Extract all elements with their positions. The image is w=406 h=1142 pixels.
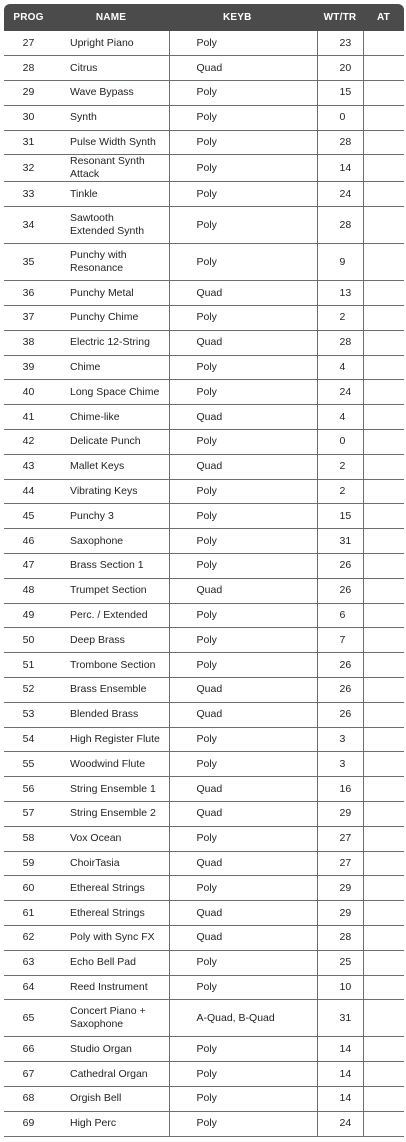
- prog-cell: 66: [4, 1037, 53, 1062]
- keyb-cell: Quad: [169, 454, 317, 479]
- name-cell: Vibrating Keys: [53, 479, 169, 504]
- prog-cell: 42: [4, 430, 53, 455]
- name-cell: Synth: [53, 105, 169, 130]
- prog-cell: 38: [4, 330, 53, 355]
- table-row: [4, 752, 404, 777]
- name-cell: Delicate Punch: [53, 430, 169, 455]
- wt-tr-cell: 0: [317, 105, 363, 130]
- wt-tr-cell: 7: [317, 628, 363, 653]
- wt-tr-cell: 2: [317, 306, 363, 331]
- name-cell: High Register Flute: [53, 727, 169, 752]
- wt-tr-cell: 2: [317, 454, 363, 479]
- wt-tr-cell: 3: [317, 752, 363, 777]
- name-cell: High Perc: [53, 1111, 169, 1136]
- wt-tr-cell: 28: [317, 926, 363, 951]
- at-cell: [363, 578, 404, 603]
- table-row: [4, 105, 404, 130]
- name-cell: Mallet Keys: [53, 454, 169, 479]
- table-row: [4, 1111, 404, 1136]
- at-cell: [363, 901, 404, 926]
- prog-cell: 27: [4, 31, 53, 56]
- table-row: [4, 244, 404, 281]
- header-row: [4, 4, 404, 31]
- table-row: [4, 81, 404, 106]
- name-cell: Citrus: [53, 56, 169, 81]
- prog-cell: 62: [4, 926, 53, 951]
- at-cell: [363, 405, 404, 430]
- table-row: [4, 1000, 404, 1037]
- name-cell: Resonant Synth Attack: [53, 155, 169, 182]
- prog-cell: 56: [4, 777, 53, 802]
- prog-cell: 68: [4, 1086, 53, 1111]
- prog-cell: 49: [4, 603, 53, 628]
- wt-tr-cell: 14: [317, 1062, 363, 1087]
- wt-tr-cell: 16: [317, 777, 363, 802]
- wt-tr-cell: 10: [317, 975, 363, 1000]
- keyb-cell: Poly: [169, 207, 317, 244]
- prog-cell: 30: [4, 105, 53, 130]
- wt-tr-cell: 23: [317, 31, 363, 56]
- name-cell: Saxophone: [53, 529, 169, 554]
- wt-tr-cell: 3: [317, 727, 363, 752]
- name-cell: Punchy 3: [53, 504, 169, 529]
- at-cell: [363, 182, 404, 207]
- wt-tr-cell: 28: [317, 130, 363, 155]
- keyb-cell: Quad: [169, 578, 317, 603]
- name-cell: Ethereal Strings: [53, 876, 169, 901]
- keyb-cell: Poly: [169, 479, 317, 504]
- keyb-cell: Quad: [169, 56, 317, 81]
- at-cell: [363, 554, 404, 579]
- wt-tr-cell: 26: [317, 702, 363, 727]
- table-row: [4, 306, 404, 331]
- keyb-cell: Quad: [169, 901, 317, 926]
- table-row: [4, 155, 404, 182]
- keyb-cell: Poly: [169, 31, 317, 56]
- at-cell: [363, 105, 404, 130]
- prog-cell: 41: [4, 405, 53, 430]
- at-cell: [363, 950, 404, 975]
- at-cell: [363, 702, 404, 727]
- prog-cell: 54: [4, 727, 53, 752]
- at-cell: [363, 1037, 404, 1062]
- table-row: [4, 182, 404, 207]
- wt-tr-cell: 24: [317, 1111, 363, 1136]
- name-cell: Reed Instrument: [53, 975, 169, 1000]
- at-cell: [363, 130, 404, 155]
- prog-cell: 46: [4, 529, 53, 554]
- wt-tr-cell: 27: [317, 826, 363, 851]
- table-row: [4, 56, 404, 81]
- name-cell: Concert Piano + Saxophone: [53, 1000, 169, 1037]
- at-cell: [363, 777, 404, 802]
- prog-cell: 32: [4, 155, 53, 182]
- wt-tr-cell: 14: [317, 1037, 363, 1062]
- at-cell: [363, 430, 404, 455]
- name-cell: String Ensemble 2: [53, 802, 169, 827]
- at-cell: [363, 380, 404, 405]
- table-row: [4, 628, 404, 653]
- keyb-cell: Poly: [169, 1111, 317, 1136]
- at-cell: [363, 454, 404, 479]
- wt-tr-cell: 29: [317, 901, 363, 926]
- name-cell: Ethereal Strings: [53, 901, 169, 926]
- table-row: [4, 802, 404, 827]
- keyb-cell: Poly: [169, 105, 317, 130]
- wt-tr-cell: 27: [317, 851, 363, 876]
- name-cell: Upright Piano: [53, 31, 169, 56]
- header-wt-tr: WT/TR: [317, 4, 363, 31]
- name-cell: Vox Ocean: [53, 826, 169, 851]
- keyb-cell: Quad: [169, 678, 317, 703]
- keyb-cell: Quad: [169, 802, 317, 827]
- table-row: [4, 454, 404, 479]
- wt-tr-cell: 28: [317, 330, 363, 355]
- name-cell: Punchy Metal: [53, 281, 169, 306]
- keyb-cell: Poly: [169, 975, 317, 1000]
- wt-tr-cell: 26: [317, 578, 363, 603]
- at-cell: [363, 926, 404, 951]
- at-cell: [363, 1111, 404, 1136]
- keyb-cell: Poly: [169, 504, 317, 529]
- prog-cell: 47: [4, 554, 53, 579]
- table-row: [4, 355, 404, 380]
- at-cell: [363, 479, 404, 504]
- wt-tr-cell: 14: [317, 155, 363, 182]
- at-cell: [363, 529, 404, 554]
- prog-cell: 35: [4, 244, 53, 281]
- keyb-cell: Poly: [169, 603, 317, 628]
- wt-tr-cell: 15: [317, 81, 363, 106]
- prog-cell: 51: [4, 653, 53, 678]
- name-cell: Trombone Section: [53, 653, 169, 678]
- table-row: [4, 330, 404, 355]
- keyb-cell: Poly: [169, 752, 317, 777]
- prog-cell: 67: [4, 1062, 53, 1087]
- wt-tr-cell: 28: [317, 207, 363, 244]
- table-row: [4, 727, 404, 752]
- at-cell: [363, 678, 404, 703]
- wt-tr-cell: 26: [317, 678, 363, 703]
- table-row: [4, 405, 404, 430]
- name-cell: Pulse Width Synth: [53, 130, 169, 155]
- wt-tr-cell: 24: [317, 182, 363, 207]
- name-cell: Brass Ensemble: [53, 678, 169, 703]
- at-cell: [363, 81, 404, 106]
- prog-cell: 45: [4, 504, 53, 529]
- keyb-cell: Poly: [169, 876, 317, 901]
- name-cell: ChoirTasia: [53, 851, 169, 876]
- prog-cell: 55: [4, 752, 53, 777]
- table-row: [4, 678, 404, 703]
- name-cell: Blended Brass: [53, 702, 169, 727]
- name-cell: Woodwind Flute: [53, 752, 169, 777]
- at-cell: [363, 628, 404, 653]
- table-row: [4, 851, 404, 876]
- at-cell: [363, 752, 404, 777]
- keyb-cell: A-Quad, B-Quad: [169, 1000, 317, 1037]
- prog-cell: 37: [4, 306, 53, 331]
- table-row: [4, 926, 404, 951]
- wt-tr-cell: 31: [317, 529, 363, 554]
- name-cell: Poly with Sync FX: [53, 926, 169, 951]
- name-cell: Trumpet Section: [53, 578, 169, 603]
- table-row: [4, 130, 404, 155]
- table-body: [4, 31, 404, 1136]
- keyb-cell: Poly: [169, 244, 317, 281]
- keyb-cell: Poly: [169, 826, 317, 851]
- header-name: NAME: [53, 4, 169, 31]
- prog-cell: 29: [4, 81, 53, 106]
- program-table: [4, 4, 404, 1137]
- name-cell: Cathedral Organ: [53, 1062, 169, 1087]
- prog-cell: 28: [4, 56, 53, 81]
- name-cell: Chime: [53, 355, 169, 380]
- prog-cell: 31: [4, 130, 53, 155]
- table-row: [4, 1086, 404, 1111]
- wt-tr-cell: 26: [317, 554, 363, 579]
- name-cell: Perc. / Extended: [53, 603, 169, 628]
- table-row: [4, 207, 404, 244]
- name-cell: Tinkle: [53, 182, 169, 207]
- at-cell: [363, 281, 404, 306]
- keyb-cell: Quad: [169, 405, 317, 430]
- at-cell: [363, 244, 404, 281]
- table-row: [4, 578, 404, 603]
- at-cell: [363, 1086, 404, 1111]
- table-row: [4, 1037, 404, 1062]
- table-row: [4, 826, 404, 851]
- table-row: [4, 504, 404, 529]
- name-cell: Wave Bypass: [53, 81, 169, 106]
- header-keyb: KEYB: [169, 4, 317, 31]
- prog-cell: 57: [4, 802, 53, 827]
- at-cell: [363, 504, 404, 529]
- prog-cell: 33: [4, 182, 53, 207]
- keyb-cell: Quad: [169, 777, 317, 802]
- prog-cell: 48: [4, 578, 53, 603]
- table-row: [4, 702, 404, 727]
- header-at: AT: [363, 4, 404, 31]
- name-cell: Electric 12-String: [53, 330, 169, 355]
- at-cell: [363, 306, 404, 331]
- table-row: [4, 901, 404, 926]
- keyb-cell: Poly: [169, 1062, 317, 1087]
- at-cell: [363, 355, 404, 380]
- at-cell: [363, 155, 404, 182]
- name-cell: Long Space Chime: [53, 380, 169, 405]
- prog-cell: 34: [4, 207, 53, 244]
- prog-cell: 53: [4, 702, 53, 727]
- at-cell: [363, 851, 404, 876]
- table-header: [4, 4, 404, 31]
- keyb-cell: Poly: [169, 81, 317, 106]
- keyb-cell: Poly: [169, 155, 317, 182]
- keyb-cell: Poly: [169, 529, 317, 554]
- wt-tr-cell: 4: [317, 405, 363, 430]
- keyb-cell: Quad: [169, 330, 317, 355]
- prog-cell: 52: [4, 678, 53, 703]
- prog-cell: 63: [4, 950, 53, 975]
- prog-cell: 40: [4, 380, 53, 405]
- wt-tr-cell: 31: [317, 1000, 363, 1037]
- table-row: [4, 1062, 404, 1087]
- wt-tr-cell: 15: [317, 504, 363, 529]
- keyb-cell: Quad: [169, 702, 317, 727]
- at-cell: [363, 727, 404, 752]
- keyb-cell: Poly: [169, 628, 317, 653]
- at-cell: [363, 56, 404, 81]
- prog-cell: 61: [4, 901, 53, 926]
- name-cell: Chime-like: [53, 405, 169, 430]
- wt-tr-cell: 4: [317, 355, 363, 380]
- prog-cell: 64: [4, 975, 53, 1000]
- name-cell: Brass Section 1: [53, 554, 169, 579]
- table-row: [4, 479, 404, 504]
- table-row: [4, 777, 404, 802]
- at-cell: [363, 603, 404, 628]
- keyb-cell: Poly: [169, 182, 317, 207]
- prog-cell: 50: [4, 628, 53, 653]
- header-prog: PROG: [4, 4, 53, 31]
- name-cell: String Ensemble 1: [53, 777, 169, 802]
- at-cell: [363, 876, 404, 901]
- keyb-cell: Poly: [169, 1037, 317, 1062]
- prog-cell: 59: [4, 851, 53, 876]
- at-cell: [363, 826, 404, 851]
- table-row: [4, 554, 404, 579]
- at-cell: [363, 802, 404, 827]
- name-cell: Orgish Bell: [53, 1086, 169, 1111]
- name-cell: Punchy Chime: [53, 306, 169, 331]
- prog-cell: 44: [4, 479, 53, 504]
- at-cell: [363, 330, 404, 355]
- keyb-cell: Poly: [169, 380, 317, 405]
- name-cell: Sawtooth Extended Synth: [53, 207, 169, 244]
- at-cell: [363, 653, 404, 678]
- wt-tr-cell: 13: [317, 281, 363, 306]
- prog-cell: 43: [4, 454, 53, 479]
- wt-tr-cell: 14: [317, 1086, 363, 1111]
- keyb-cell: Poly: [169, 1086, 317, 1111]
- at-cell: [363, 975, 404, 1000]
- at-cell: [363, 31, 404, 56]
- wt-tr-cell: 2: [317, 479, 363, 504]
- at-cell: [363, 207, 404, 244]
- at-cell: [363, 1062, 404, 1087]
- keyb-cell: Poly: [169, 727, 317, 752]
- name-cell: Deep Brass: [53, 628, 169, 653]
- keyb-cell: Quad: [169, 281, 317, 306]
- table-row: [4, 380, 404, 405]
- name-cell: Punchy with Resonance: [53, 244, 169, 281]
- table-row: [4, 975, 404, 1000]
- wt-tr-cell: 9: [317, 244, 363, 281]
- table-row: [4, 529, 404, 554]
- keyb-cell: Poly: [169, 950, 317, 975]
- prog-cell: 39: [4, 355, 53, 380]
- prog-cell: 65: [4, 1000, 53, 1037]
- keyb-cell: Quad: [169, 926, 317, 951]
- prog-cell: 69: [4, 1111, 53, 1136]
- table-row: [4, 603, 404, 628]
- keyb-cell: Poly: [169, 355, 317, 380]
- prog-cell: 58: [4, 826, 53, 851]
- at-cell: [363, 1000, 404, 1037]
- table-row: [4, 31, 404, 56]
- keyb-cell: Poly: [169, 306, 317, 331]
- wt-tr-cell: 29: [317, 802, 363, 827]
- name-cell: Echo Bell Pad: [53, 950, 169, 975]
- keyb-cell: Quad: [169, 851, 317, 876]
- keyb-cell: Poly: [169, 430, 317, 455]
- name-cell: Studio Organ: [53, 1037, 169, 1062]
- keyb-cell: Poly: [169, 130, 317, 155]
- wt-tr-cell: 25: [317, 950, 363, 975]
- table-row: [4, 876, 404, 901]
- wt-tr-cell: 29: [317, 876, 363, 901]
- wt-tr-cell: 6: [317, 603, 363, 628]
- wt-tr-cell: 20: [317, 56, 363, 81]
- wt-tr-cell: 26: [317, 653, 363, 678]
- table-row: [4, 430, 404, 455]
- table-row: [4, 653, 404, 678]
- keyb-cell: Poly: [169, 554, 317, 579]
- prog-cell: 60: [4, 876, 53, 901]
- wt-tr-cell: 24: [317, 380, 363, 405]
- table-row: [4, 950, 404, 975]
- prog-cell: 36: [4, 281, 53, 306]
- keyb-cell: Poly: [169, 653, 317, 678]
- table-row: [4, 281, 404, 306]
- wt-tr-cell: 0: [317, 430, 363, 455]
